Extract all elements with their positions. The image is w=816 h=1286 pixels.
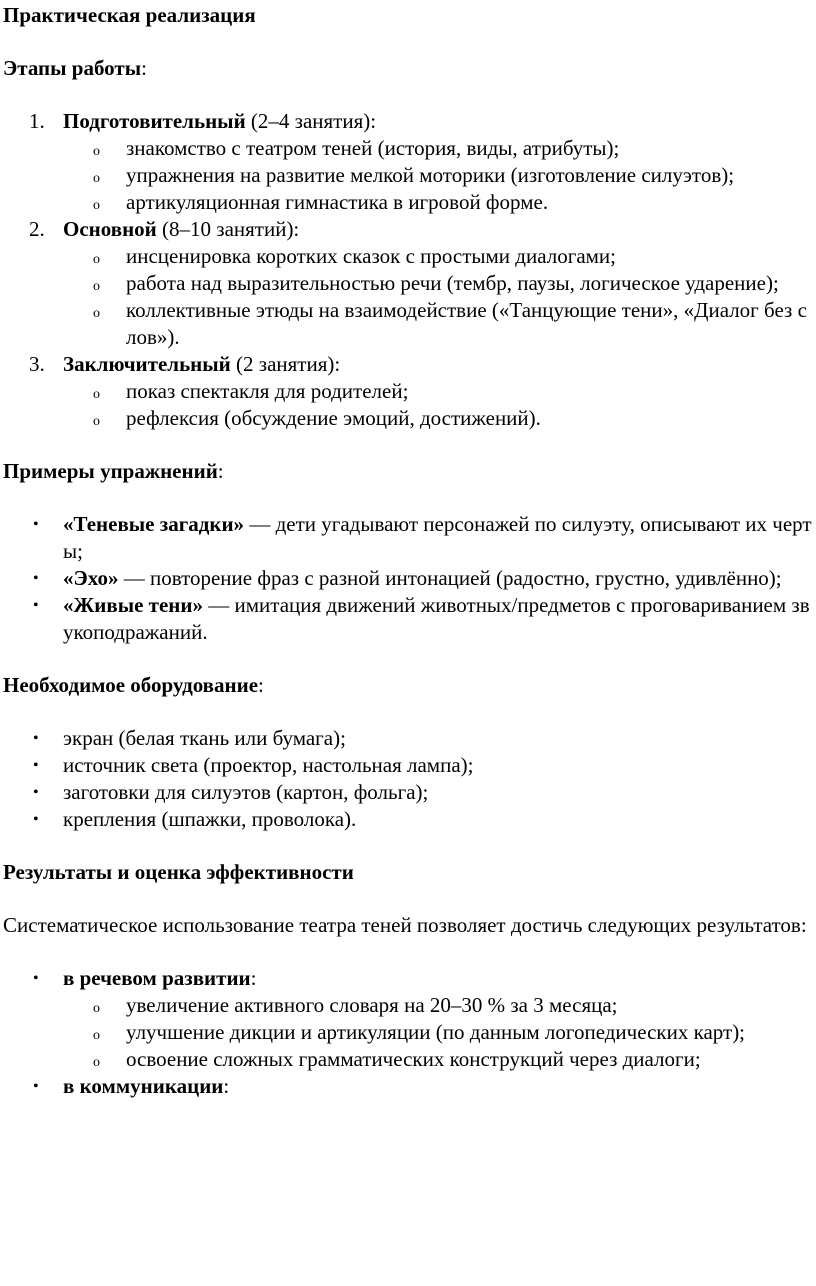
stage-name: Заключительный (63, 352, 231, 376)
stages-heading-line: Этапы работы: (3, 56, 147, 80)
exercises-list (3, 511, 816, 646)
list-item: o работа над выразительностью речи (тембр, паузы, логическое ударение); (93, 271, 779, 295)
stage-item: 3. Заключительный (2 занятия): o показ спектакля для родителей; o рефлексия (обсуждение эмоций, достижений). (3, 351, 816, 432)
list-item: • «Теневые загадки» — дети угадывают персонажей по силуэту, описывают их черты; (33, 512, 812, 563)
list-item: o освоение сложных грамматических конструкций через диалоги; (93, 1047, 701, 1071)
list-item: o упражнения на развитие мелкой моторики (изготовление силуэтов); (93, 163, 735, 187)
list-item: o увеличение активного словаря на 20–30 % за 3 месяца; (93, 993, 618, 1017)
equipment-heading: Необходимое оборудование (3, 673, 259, 697)
list-item: • заготовки для силуэтов (картон, фольга); (33, 780, 429, 804)
exercises-heading-line: Примеры упражнений: (3, 459, 224, 483)
list-item: • источник света (проектор, настольная лампа); (33, 753, 474, 777)
list-item: o показ спектакля для родителей; (93, 379, 409, 403)
list-item: • экран (белая ткань или бумага); (33, 726, 346, 750)
list-item: • в речевом развитии: o увеличение активного словаря на 20–30 % за 3 месяца; o улучшение дикции и артикуляции (по данным логопедических карт); o освоение сложных грамматических конструкций через диалоги; (3, 965, 816, 1073)
list-item: o артикуляционная гимнастика в игровой форме. (93, 190, 549, 214)
equipment-list (3, 725, 816, 833)
stage-item: 1. Подготовительный (2–4 занятия): o знакомство с театром теней (история, виды, атрибуты); o упражнения на развитие мелкой моторики (изготовление силуэтов); o артикуляционная гимнастика в игровой форме. (3, 108, 816, 216)
list-item: • «Эхо» — повторение фраз с разной интонацией (радостно, грустно, удивлённо); (33, 566, 782, 590)
list-item: o знакомство с театром теней (история, виды, атрибуты); (93, 136, 620, 160)
exercises-heading: Примеры упражнений (3, 459, 218, 483)
list-item: o рефлексия (обсуждение эмоций, достижений). (93, 406, 541, 430)
stage-name: Подготовительный (63, 109, 246, 133)
stages-list (3, 108, 816, 432)
results-heading: Результаты и оценка эффективности (3, 860, 354, 884)
stages-heading: Этапы работы (3, 56, 142, 80)
list-item: • в коммуникации: (33, 1074, 230, 1098)
list-item: o улучшение дикции и артикуляции (по данным логопедических карт); (93, 1020, 746, 1044)
list-item: • крепления (шпажки, проволока). (33, 807, 357, 831)
page-title: Практическая реализация (3, 3, 256, 27)
results-intro: Систематическое использование театра теней позволяет достичь следующих результатов: (3, 913, 807, 937)
stage-name: Основной (63, 217, 157, 241)
list-item: o инсценировка коротких сказок с простыми диалогами; (93, 244, 617, 268)
results-list (3, 965, 816, 1100)
list-item: • «Живые тени» — имитация движений животных/предметов с проговариванием звукоподражаний. (33, 593, 810, 644)
list-item: o коллективные этюды на взаимодействие («Танцующие тени», «Диалог без слов»). (93, 298, 807, 349)
stage-item: 2. Основной (8–10 занятий): o инсценировка коротких сказок с простыми диалогами; o работа над выразительностью речи (тембр, паузы, логическое ударение); o коллективные этюды на взаимодействие («Танцующие тени», «Диалог без слов»). (3, 216, 816, 351)
equipment-heading-line: Необходимое оборудование: (3, 673, 264, 697)
